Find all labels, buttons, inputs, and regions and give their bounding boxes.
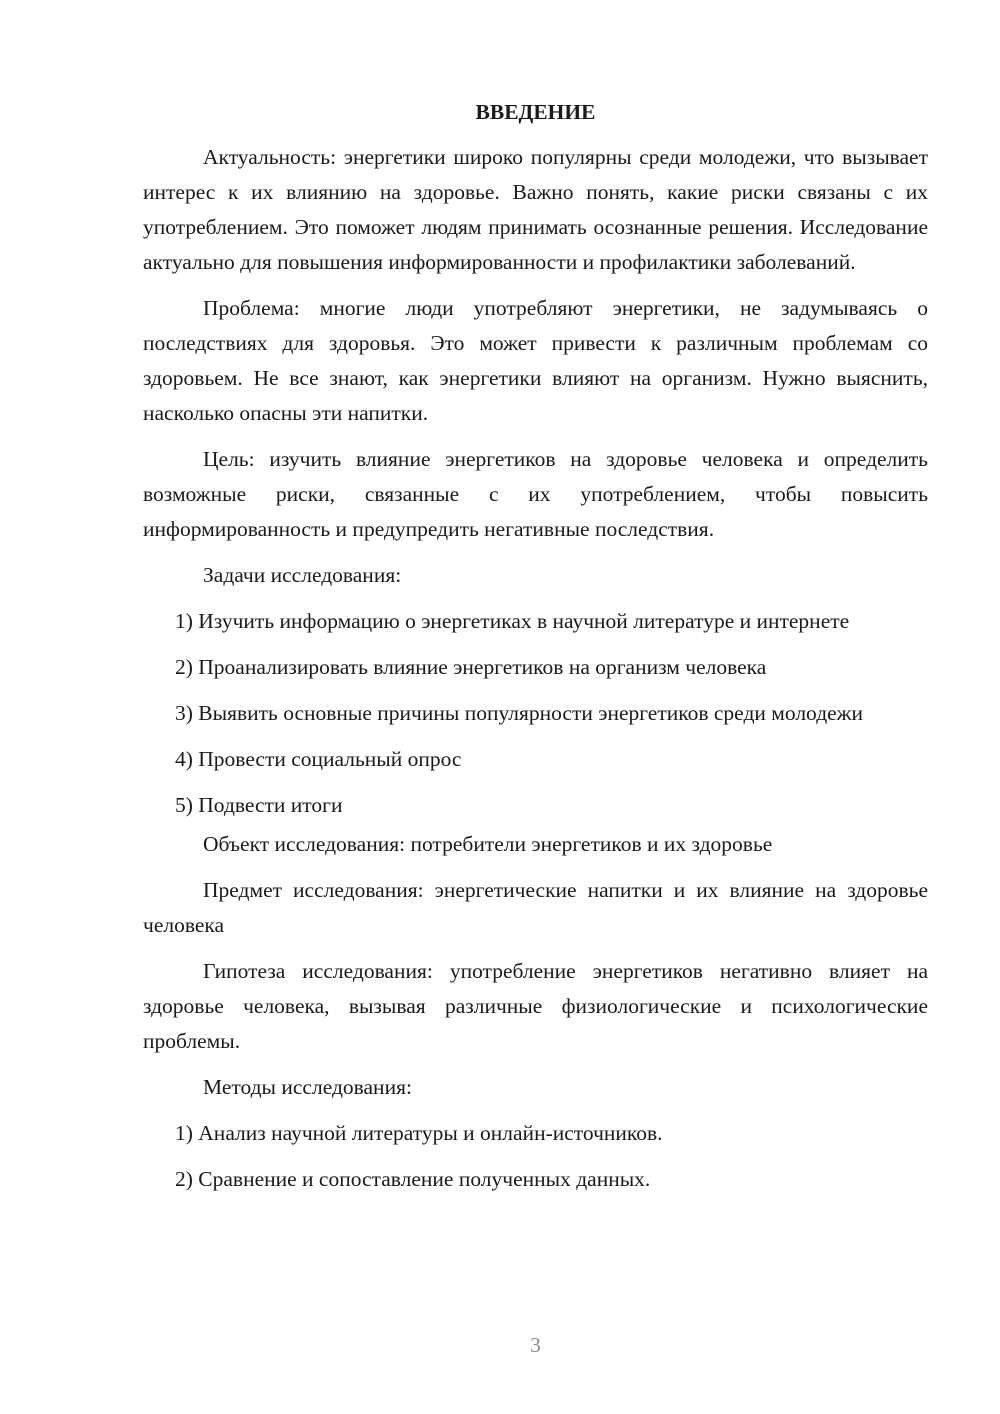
page-number: 3: [530, 1333, 541, 1357]
list-item-task-2: 2) Проанализировать влияние энергетиков на организм человека: [175, 655, 767, 679]
list-item-method-1: 1) Анализ научной литературы и онлайн-источников.: [175, 1121, 663, 1145]
list-item-method-2: 2) Сравнение и сопоставление полученных данных.: [175, 1167, 651, 1191]
document-page: [143, 95, 928, 1208]
list-item-task-5: 5) Подвести итоги: [175, 793, 343, 817]
paragraph-goal: Цель: изучить влияние энергетиков на здоровье человека и определить возможные риски, связанные с их употреблением, чтобы повысить информированность и предупредить негативные последствия.: [143, 447, 928, 541]
paragraph-hypothesis: Гипотеза исследования: употребление энергетиков негативно влияет на здоровье человека, вызывая различные физиологические и психологические проблемы.: [143, 959, 928, 1053]
tasks-heading: Задачи исследования:: [203, 563, 402, 587]
list-item-task-1: 1) Изучить информацию о энергетиках в научной литературе и интернете: [175, 609, 850, 633]
list-item-task-4: 4) Провести социальный опрос: [175, 747, 462, 771]
paragraph-relevance: Актуальность: энергетики широко популярны среди молодежи, что вызывает интерес к их влиянию на здоровье. Важно понять, какие риски связаны с их употреблением. Это поможет людям принимать осознанные решения. Исследование актуально для повышения информированности и профилактики заболеваний.: [143, 145, 928, 274]
methods-heading: Методы исследования:: [203, 1075, 412, 1099]
paragraph-subject: Предмет исследования: энергетические напитки и их влияние на здоровье человека: [143, 878, 928, 937]
paragraph-object: Объект исследования: потребители энергетиков и их здоровье: [203, 832, 773, 856]
section-title: ВВЕДЕНИЕ: [475, 100, 596, 124]
paragraph-problem: Проблема: многие люди употребляют энергетики, не задумываясь о последствиях для здоровья. Это может привести к различным проблемам со здоровьем. Не все знают, как энергетики влияют на организм. Нужно выяснить, насколько опасны эти напитки.: [143, 296, 928, 425]
list-item-task-3: 3) Выявить основные причины популярности энергетиков среди молодежи: [175, 701, 864, 725]
